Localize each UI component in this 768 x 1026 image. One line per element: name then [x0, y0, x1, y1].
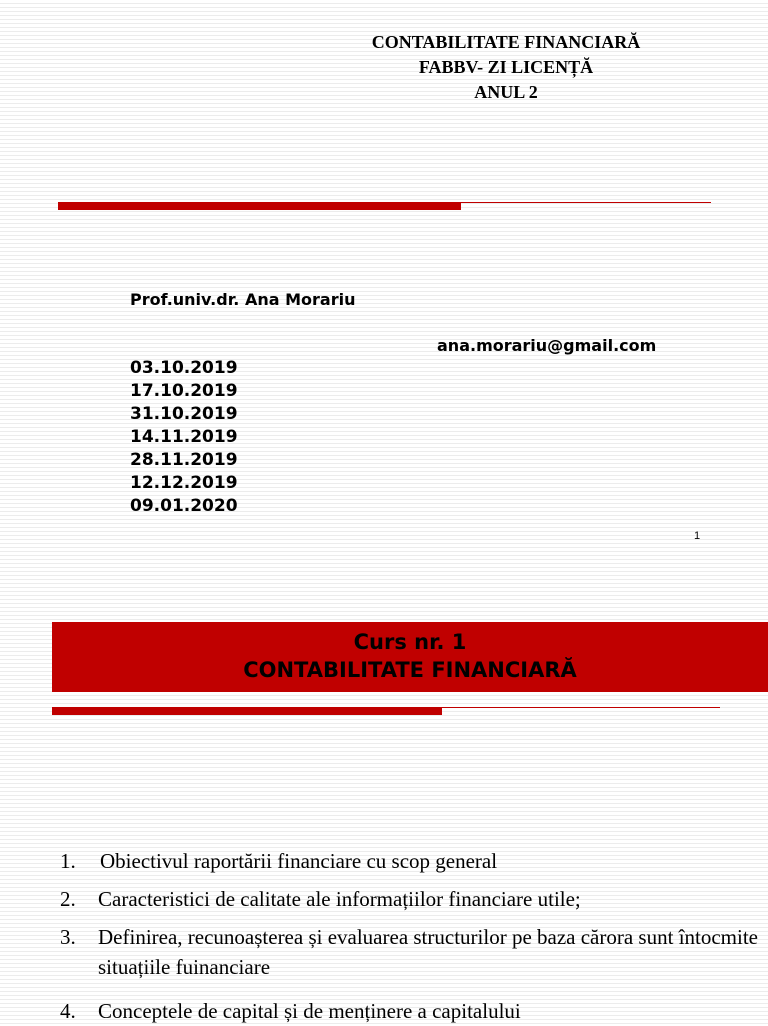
list-text: Caracteristici de calitate ale informațiilor financiare utile; [98, 887, 581, 911]
date-item: 31.10.2019 [130, 404, 238, 424]
date-item: 03.10.2019 [130, 358, 238, 378]
date-item: 09.01.2020 [130, 496, 238, 516]
date-item: 14.11.2019 [130, 427, 238, 447]
header-title: CONTABILITATE FINANCIARĂ [371, 32, 641, 52]
divider-thick [52, 707, 442, 715]
header-year: ANUL 2 [474, 82, 538, 102]
course-number: Curs nr. 1 [353, 630, 467, 654]
date-item: 17.10.2019 [130, 381, 238, 401]
document-header [0, 30, 768, 105]
course-title: CONTABILITATE FINANCIARĂ [243, 658, 577, 682]
course-banner [52, 622, 768, 692]
divider-thin [461, 202, 711, 203]
list-text: Obiectivul raportării financiare cu scop general [100, 849, 498, 873]
email-address[interactable]: ana.morariu@gmail.com [437, 336, 657, 355]
divider-thick [58, 202, 461, 210]
list-number: 3. [60, 925, 76, 949]
date-list [130, 357, 238, 518]
list-number: 1. [60, 849, 76, 873]
list-text: Definirea, recunoașterea și evaluarea structurilor pe baza cărora sunt întocmite situațiile fuinanciare [98, 925, 759, 979]
list-number: 4. [60, 999, 76, 1023]
divider-thin [442, 707, 720, 708]
header-faculty: FABBV- ZI LICENȚĂ [418, 57, 594, 77]
date-item: 28.11.2019 [130, 450, 238, 470]
page-number: 1 [694, 530, 701, 542]
list-text: Conceptele de capital și de menținere a capitalului [98, 999, 521, 1023]
professor-name: Prof.univ.dr. Ana Morariu [130, 290, 356, 309]
list-number: 2. [60, 887, 76, 911]
date-item: 12.12.2019 [130, 473, 238, 493]
